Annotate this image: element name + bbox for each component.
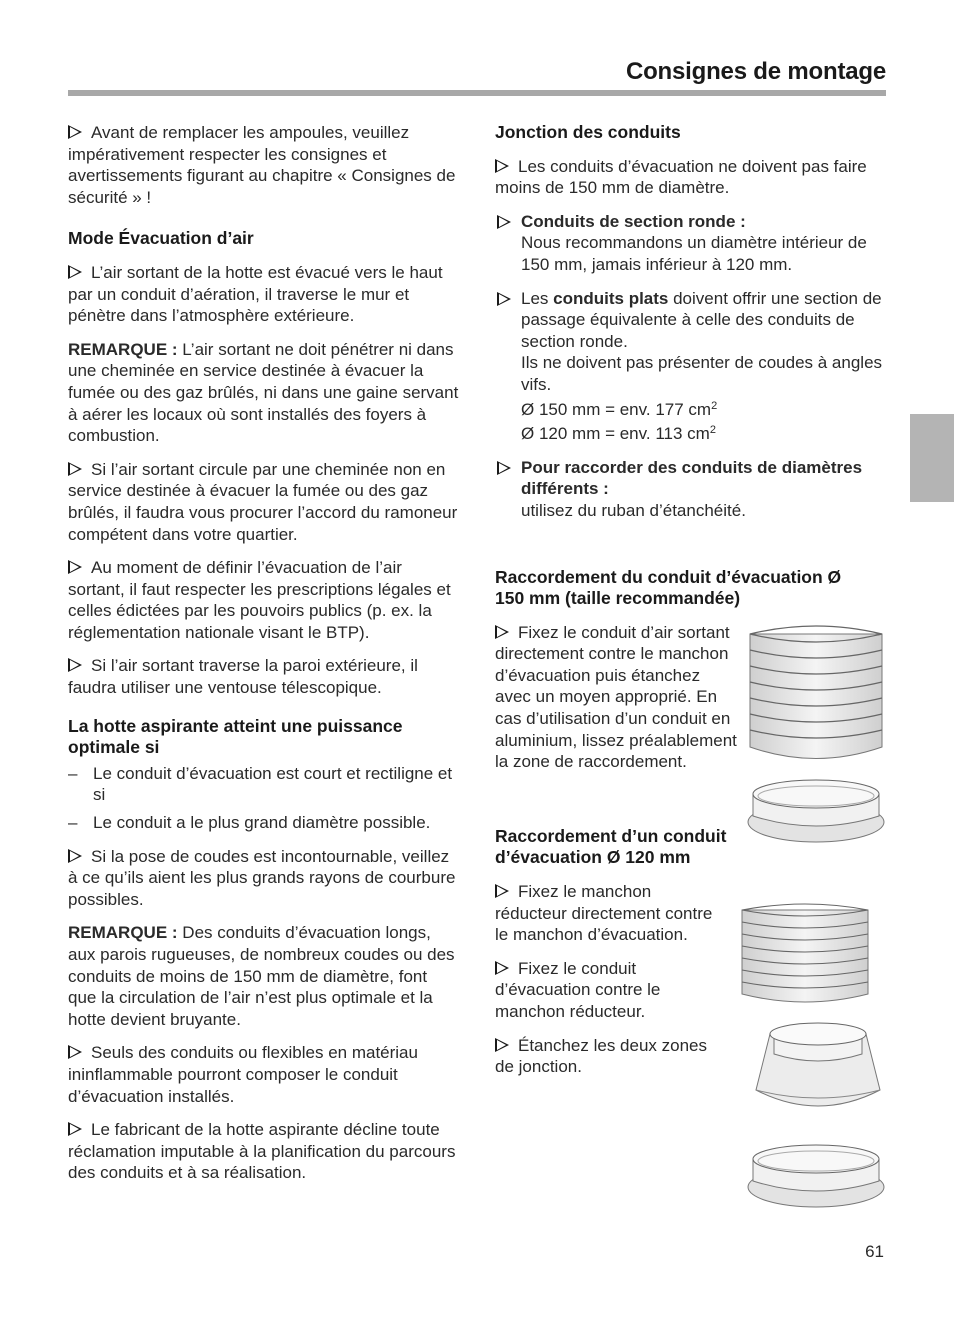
header-rule	[68, 90, 886, 96]
heading-optimal-power: La hotte aspirante atteint une puissance optimale si	[68, 715, 403, 758]
triangle-bullet-icon	[68, 1045, 82, 1059]
paragraph-materials: Seuls des conduits ou flexibles en matériau ininflammable pourront composer le conduit d’évacuation installés.	[68, 1043, 418, 1106]
triangle-bullet-icon	[495, 625, 509, 639]
side-tab-marker	[910, 414, 954, 502]
paragraph-lamps: Avant de remplacer les ampoules, veuillez impérativement respecter les consignes et avertissements figurant au chapitre « Consignes de sécurité » !	[68, 123, 456, 207]
paragraph-wall: Si l’air sortant traverse la paroi extérieure, il faudra utiliser une ventouse télescopique.	[68, 656, 418, 698]
reducer-collar-illustration	[752, 1020, 884, 1122]
list-item: – Le conduit a le plus grand diamètre possible.	[68, 813, 431, 833]
page-number: 61	[865, 1242, 884, 1261]
paragraph-different-diameters: Pour raccorder des conduits de diamètres différents : utilisez du ruban d’étanchéité.	[495, 457, 887, 522]
triangle-bullet-icon	[68, 265, 82, 279]
triangle-bullet-icon	[495, 961, 509, 975]
page-title: Consignes de montage	[625, 58, 886, 85]
triangle-bullet-icon	[497, 292, 511, 306]
left-column	[68, 122, 460, 1196]
triangle-bullet-icon	[495, 159, 509, 173]
paragraph-round-section: Conduits de section ronde : Nous recommandons un diamètre intérieur de 150 mm, jamais inférieur à 120 mm.	[495, 211, 887, 276]
heading-mode-evacuation: Mode Évacuation d’air	[68, 228, 254, 249]
paragraph-flat-ducts: Les conduits plats doivent offrir une section de passage équivalente à celle des conduits de section ronde. Ils ne doivent pas présenter de coudes à angles vifs. Ø 150 mm = env. 177 $cm^2$ Ø 120 mm = env. 113 $cm^2$	[495, 288, 887, 445]
flexible-duct-120-illustration	[738, 902, 872, 1006]
heading-jonction: Jonction des conduits	[495, 122, 681, 142]
paragraph-air-out: L’air sortant de la hotte est évacué vers le haut par un conduit d’aération, il traverse le mur et pénètre dans l’atmosphère extérieure.	[68, 262, 443, 326]
triangle-bullet-icon	[68, 560, 82, 574]
triangle-bullet-icon	[68, 462, 82, 476]
triangle-bullet-icon	[495, 1038, 509, 1052]
paragraph-chimney: Si l’air sortant circule par une cheminée non en service destinée à évacuer la fumée ou des gaz brûlés, il faudra vous procurer l’accord du ramoneur compétent dans votre quartier.	[68, 459, 458, 544]
paragraph-duct-on-reducer: Fixez le conduit d’évacuation contre le manchon réducteur.	[495, 958, 661, 1021]
triangle-bullet-icon	[495, 884, 509, 898]
heading-connection-120: Raccordement d’un conduit d’évacuation Ø 120 mm	[495, 825, 727, 868]
flexible-duct-150-illustration	[745, 622, 887, 762]
paragraph-liability: Le fabricant de la hotte aspirante décline toute réclamation imputable à la planification du parcours des conduits et à sa réalisation.	[68, 1120, 456, 1183]
triangle-bullet-icon	[497, 461, 511, 475]
paragraph-min-diameter: Les conduits d’évacuation ne doivent pas faire moins de 150 mm de diamètre.	[495, 156, 867, 198]
triangle-bullet-icon	[68, 1122, 82, 1136]
remark-2: REMARQUE : Des conduits d’évacuation longs, aux parois rugueuses, de nombreux coudes ou des conduits de moins de 150 mm de diamètre, font que la circulation de l’air n’est plus optimale et la hotte devient bruyante.	[68, 923, 455, 1029]
remark-1: REMARQUE : L’air sortant ne doit pénétrer ni dans une cheminée en service destinée à évacuer la fumée ou des gaz brûlés, ni dans une gaine servant à aérer les locaux où sont installés des foyers à combustion.	[68, 339, 459, 446]
triangle-bullet-icon	[68, 849, 82, 863]
paragraph-bends: Si la pose de coudes est incontournable, veillez à ce qu’ils aient les plus grands rayons de courbure possibles.	[68, 846, 456, 909]
exhaust-collar-120-illustration	[745, 1135, 887, 1211]
triangle-bullet-icon	[68, 125, 82, 139]
list-item: – Le conduit d’évacuation est court et rectiligne et si	[68, 763, 453, 805]
exhaust-collar-150-illustration	[745, 772, 887, 844]
triangle-bullet-icon	[68, 658, 82, 672]
triangle-bullet-icon	[497, 215, 511, 229]
paragraph-regulations: Au moment de définir l’évacuation de l’air sortant, il faut respecter les prescriptions légales et celles édictées par les pouvoirs publics (p. ex. la réglementation nationale visant le BTP).	[68, 558, 451, 642]
heading-connection-150: Raccordement du conduit d’évacuation Ø 150 mm (taille recommandée)	[495, 566, 842, 609]
paragraph-connection-150: Fixez le conduit d’air sortant directement contre le manchon d’évacuation puis étanchez avec un moyen approprié. En cas d’utilisation d’un conduit en aluminium, lissez préalablement la zone de raccordement.	[495, 622, 737, 772]
paragraph-reducer: Fixez le manchon réducteur directement contre le manchon d’évacuation.	[495, 882, 713, 945]
paragraph-seal: Étanchez les deux zones de jonction.	[495, 1035, 708, 1077]
